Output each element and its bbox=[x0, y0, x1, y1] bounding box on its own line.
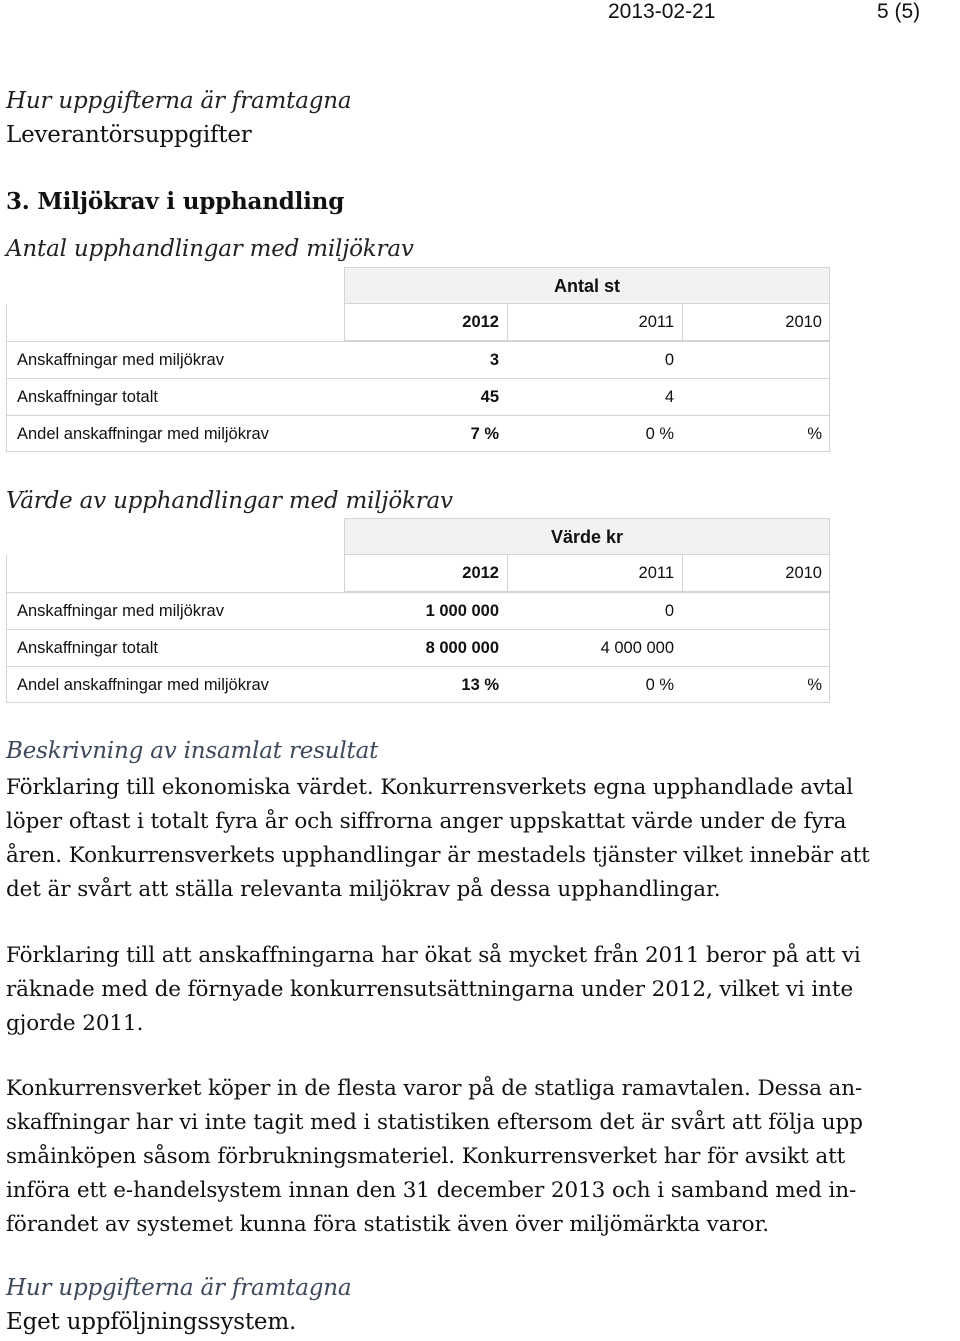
table-row bbox=[6, 592, 830, 629]
table-row bbox=[6, 629, 830, 666]
cell-2011: 4 bbox=[664, 388, 674, 406]
outro-text: Eget uppföljningssystem. bbox=[6, 1309, 297, 1335]
row-label: Anskaffningar totalt bbox=[17, 388, 158, 406]
table1-year-2010: 2010 bbox=[682, 304, 830, 340]
cell-2011: 0 bbox=[664, 351, 674, 369]
table-row bbox=[6, 415, 830, 452]
cell-2011: 4 000 000 bbox=[600, 639, 674, 657]
cell-2012: 7 % bbox=[470, 425, 499, 443]
paragraph-1 bbox=[6, 771, 886, 907]
cell-2010: % bbox=[807, 425, 822, 443]
row-label: Anskaffningar med miljökrav bbox=[17, 351, 224, 369]
cell-2012: 13 % bbox=[461, 676, 499, 694]
table-row bbox=[6, 341, 830, 378]
text-line: skaffningar har vi inte tagit med i statistiken eftersom det är svårt att följa upp bbox=[6, 1110, 863, 1135]
table1-group-header: Antal st bbox=[344, 267, 830, 304]
cell-2010: % bbox=[807, 676, 822, 694]
row-label: Anskaffningar med miljökrav bbox=[17, 602, 224, 620]
table2-year-2010: 2010 bbox=[682, 555, 830, 591]
cell-2012: 45 bbox=[480, 388, 499, 406]
table-row bbox=[6, 666, 830, 703]
text-line: räknade med de förnyade konkurrensutsättningarna under 2012, vilket vi inte bbox=[6, 977, 854, 1002]
table2-caption: Värde av upphandlingar med miljökrav bbox=[6, 488, 453, 514]
cell-2012: 3 bbox=[489, 351, 499, 369]
paragraph-2 bbox=[6, 939, 886, 1041]
paragraph-3 bbox=[6, 1072, 886, 1242]
table2-group-header: Värde kr bbox=[344, 518, 830, 555]
text-line: införa ett e-handelsystem innan den 31 december 2013 och i samband med in- bbox=[6, 1178, 857, 1203]
table1-year-2011: 2011 bbox=[507, 304, 682, 340]
table-varde-upphandlingar bbox=[6, 518, 830, 703]
cell-2012: 1 000 000 bbox=[425, 602, 499, 620]
row-label: Andel anskaffningar med miljökrav bbox=[17, 676, 269, 694]
row-label: Anskaffningar totalt bbox=[17, 639, 158, 657]
table1-year-2012: 2012 bbox=[462, 313, 499, 331]
text-line: åren. Konkurrensverkets upphandlingar är mestadels tjänster vilket innebär att bbox=[6, 843, 870, 868]
cell-2011: 0 % bbox=[645, 676, 674, 694]
description-heading: Beskrivning av insamlat resultat bbox=[6, 738, 379, 764]
intro-heading: Hur uppgifterna är framtagna bbox=[6, 88, 352, 114]
outro-heading: Hur uppgifterna är framtagna bbox=[6, 1275, 352, 1301]
table2-year-2011: 2011 bbox=[507, 555, 682, 591]
table-row bbox=[6, 378, 830, 415]
text-line: det är svårt att ställa relevanta miljökrav på dessa upphandlingar. bbox=[6, 877, 721, 902]
table1-year-row bbox=[344, 304, 830, 341]
text-line: Förklaring till ekonomiska värdet. Konkurrensverkets egna upphandlade avtal bbox=[6, 775, 854, 800]
cell-2011: 0 % bbox=[645, 425, 674, 443]
page-number: 5 (5) bbox=[877, 0, 921, 23]
section-title: 3. Miljökrav i upphandling bbox=[6, 188, 345, 215]
table2-year-2012: 2012 bbox=[462, 564, 499, 582]
text-line: förandet av systemet kunna föra statistik även över miljömärkta varor. bbox=[6, 1212, 770, 1237]
intro-text: Leverantörsuppgifter bbox=[6, 122, 252, 148]
text-line: löper oftast i totalt fyra år och siffrorna anger uppskattat värde under de fyra bbox=[6, 809, 847, 834]
text-line: gjorde 2011. bbox=[6, 1011, 144, 1036]
table2-year-row bbox=[344, 555, 830, 592]
header-date: 2013-02-21 bbox=[608, 0, 716, 23]
table1-caption: Antal upphandlingar med miljökrav bbox=[6, 236, 414, 262]
text-line: Förklaring till att anskaffningarna har ökat så mycket från 2011 beror på att vi bbox=[6, 943, 861, 968]
text-line: småinköpen såsom förbrukningsmateriel. Konkurrensverket har för avsikt att bbox=[6, 1144, 846, 1169]
table-antal-upphandlingar bbox=[6, 267, 830, 452]
row-label: Andel anskaffningar med miljökrav bbox=[17, 425, 269, 443]
text-line: Konkurrensverket köper in de flesta varor på de statliga ramavtalen. Dessa an- bbox=[6, 1076, 863, 1101]
cell-2012: 8 000 000 bbox=[425, 639, 499, 657]
cell-2011: 0 bbox=[664, 602, 674, 620]
